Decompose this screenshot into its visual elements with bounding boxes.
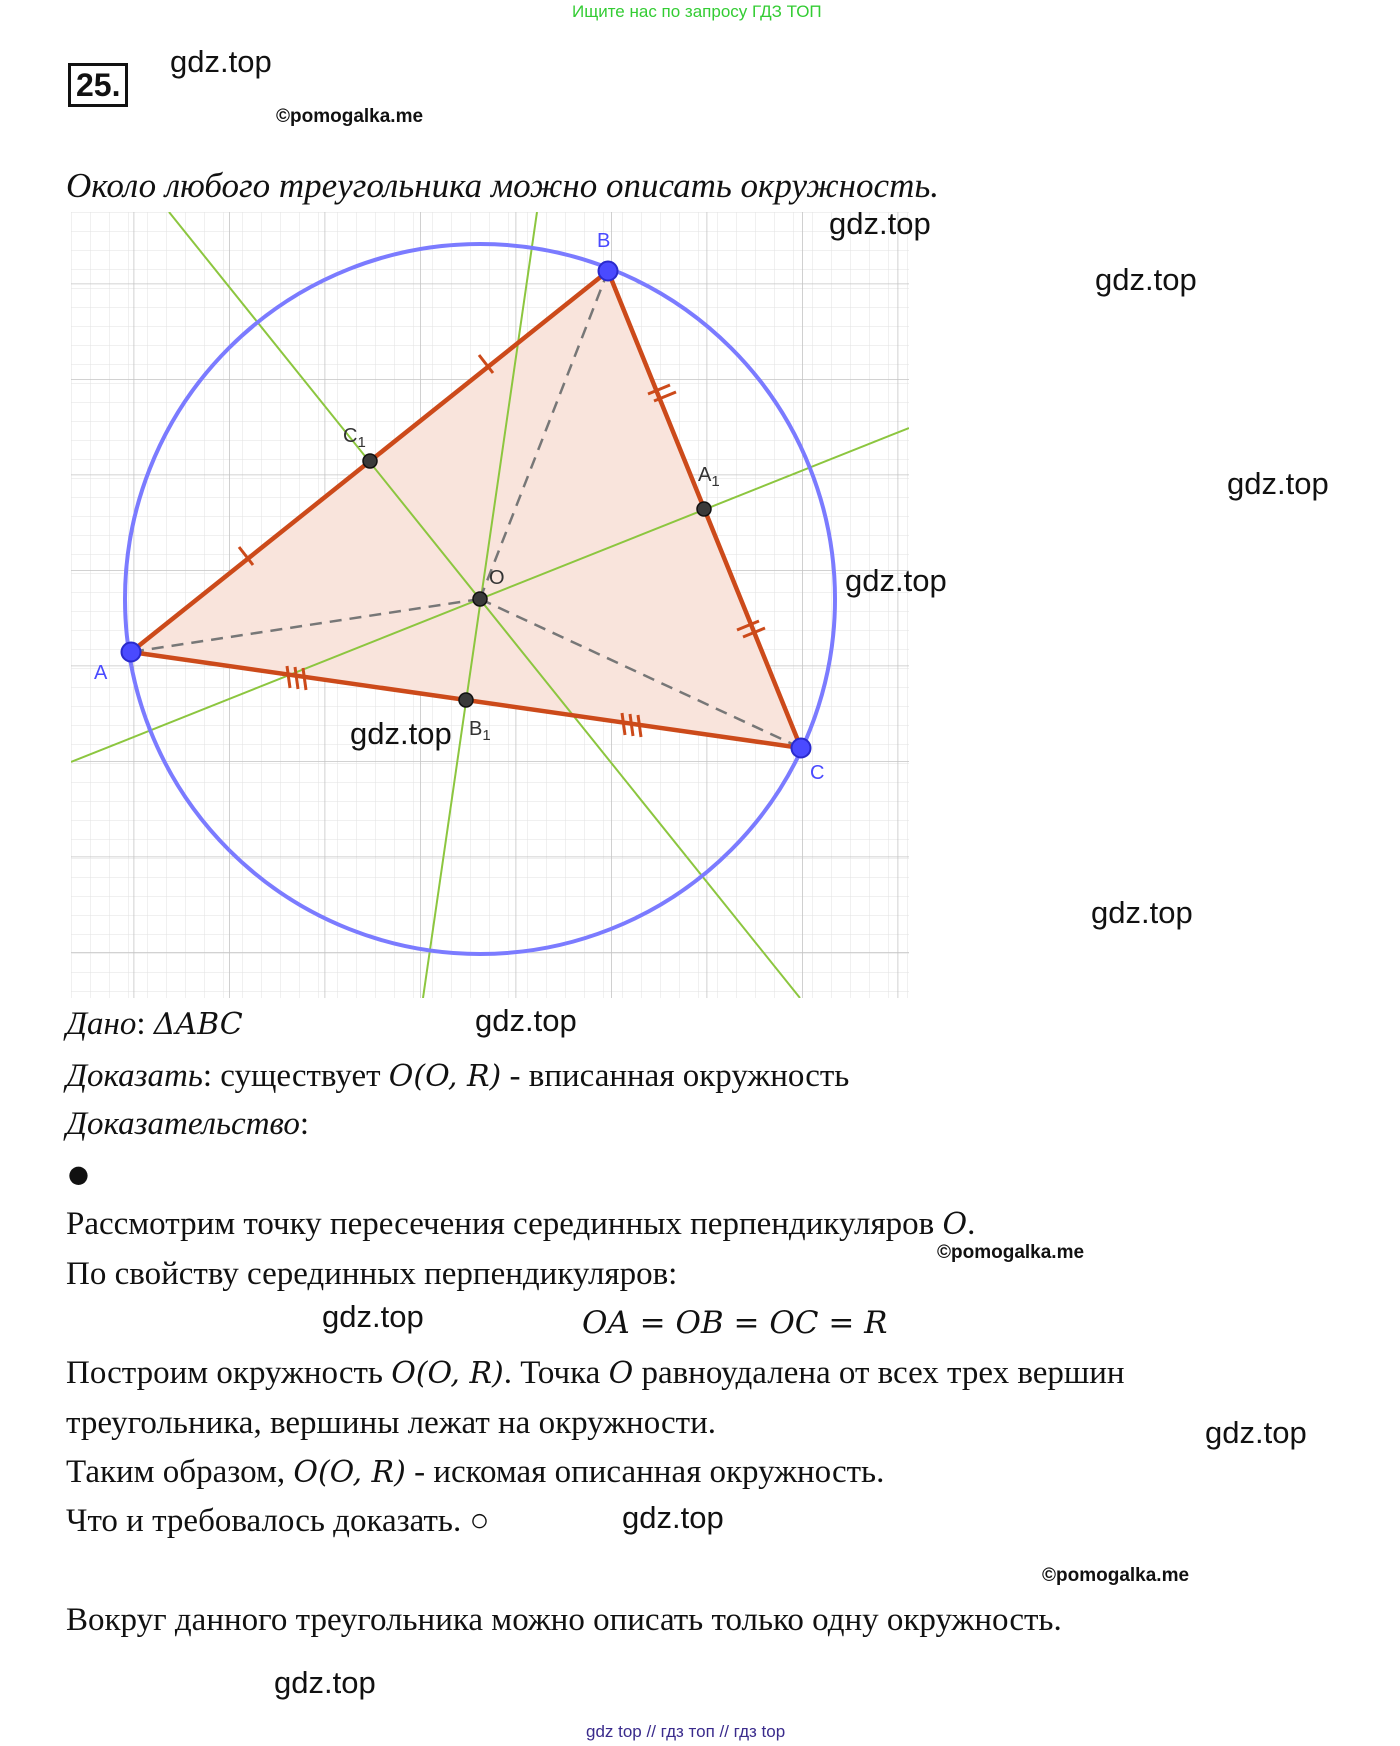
prove-label: Доказать bbox=[66, 1058, 203, 1094]
copyright: ©pomogalka.me bbox=[937, 1242, 1085, 1263]
proof-label: Доказательство bbox=[66, 1106, 300, 1142]
watermark: gdz.top bbox=[350, 716, 452, 751]
watermark: gdz.top bbox=[322, 1299, 424, 1334]
proof-text: Таким образом, bbox=[66, 1454, 294, 1490]
label-o: O bbox=[489, 567, 505, 589]
problem-number: 25. bbox=[68, 63, 128, 107]
proof-text: - искомая описанная окружность. bbox=[405, 1454, 885, 1490]
proof-line-1 bbox=[66, 1206, 975, 1243]
label-c: C bbox=[810, 762, 825, 784]
copyright: ©pomogalka.me bbox=[276, 106, 424, 127]
proof-text: равноудалена от всех трех вершин bbox=[633, 1355, 1125, 1391]
bullet: ● bbox=[68, 1160, 89, 1188]
proof-text: Построим окружность bbox=[66, 1355, 392, 1391]
proof-sep: : bbox=[299, 1106, 310, 1142]
proof-text: . bbox=[967, 1206, 976, 1242]
watermark: gdz.top bbox=[622, 1500, 724, 1535]
watermark: gdz.top bbox=[829, 206, 931, 241]
watermark: gdz.top bbox=[1095, 262, 1197, 297]
watermark: gdz.top bbox=[1091, 895, 1193, 930]
proof-line-7: Вокруг данного треугольника можно описать только одну окружность. bbox=[66, 1602, 1062, 1638]
proof-math: O bbox=[608, 1356, 634, 1391]
proof-text: . Точка bbox=[503, 1355, 609, 1391]
proof-line-3 bbox=[66, 1355, 1125, 1392]
proof-math: O(O, R) bbox=[293, 1455, 406, 1490]
watermark: gdz.top bbox=[475, 1003, 577, 1038]
prove-expr: O(O, R) bbox=[388, 1059, 502, 1094]
vertex-b bbox=[599, 262, 618, 281]
watermark: gdz.top bbox=[274, 1665, 376, 1700]
equation: OA = OB = OC = R bbox=[582, 1305, 888, 1341]
midpoint-c1 bbox=[363, 454, 377, 468]
proof-line-5 bbox=[66, 1454, 884, 1491]
top-banner: Ищите нас по запросу ГДЗ ТОП bbox=[572, 2, 822, 21]
proof-line-4: треугольника, вершины лежат на окружности. bbox=[66, 1405, 716, 1441]
given-value: ΔABC bbox=[153, 1007, 243, 1042]
label-a1: $A_1$ bbox=[698, 464, 720, 490]
label-b1: $B_1$ bbox=[469, 718, 491, 744]
proof-line-2: По свойству серединных перпендикуляров: bbox=[66, 1256, 678, 1292]
watermark: gdz.top bbox=[1227, 466, 1329, 501]
given-label: Дано bbox=[66, 1006, 137, 1042]
prove-line bbox=[66, 1058, 849, 1095]
label-c1: $C_1$ bbox=[343, 425, 366, 451]
proof-label-line bbox=[66, 1106, 309, 1143]
prove-sep: : существует bbox=[202, 1058, 389, 1094]
proof-line-6: Что и требовалось доказать. ○ bbox=[66, 1503, 490, 1539]
label-b: B bbox=[597, 230, 611, 252]
center-o bbox=[473, 592, 487, 606]
footer-links[interactable]: gdz top // гдз топ // гдз top bbox=[586, 1722, 786, 1741]
label-a: A bbox=[94, 662, 108, 684]
watermark: gdz.top bbox=[845, 563, 947, 598]
midpoint-b1 bbox=[459, 693, 473, 707]
watermark: gdz.top bbox=[1205, 1415, 1307, 1450]
problem-statement: Около любого треугольника можно описать окружность. bbox=[66, 166, 940, 205]
vertex-a bbox=[122, 643, 141, 662]
given-line bbox=[66, 1006, 243, 1043]
proof-math: O bbox=[942, 1207, 968, 1242]
proof-text: Рассмотрим точку пересечения серединных перпендикуляров bbox=[66, 1206, 943, 1242]
given-sep: : bbox=[136, 1006, 154, 1042]
vertex-c bbox=[792, 739, 811, 758]
watermark: gdz.top bbox=[170, 44, 272, 79]
proof-math: O(O, R) bbox=[391, 1356, 504, 1391]
midpoint-a1 bbox=[697, 502, 711, 516]
copyright: ©pomogalka.me bbox=[1042, 1565, 1190, 1586]
prove-tail: - вписанная окружность bbox=[501, 1058, 850, 1094]
